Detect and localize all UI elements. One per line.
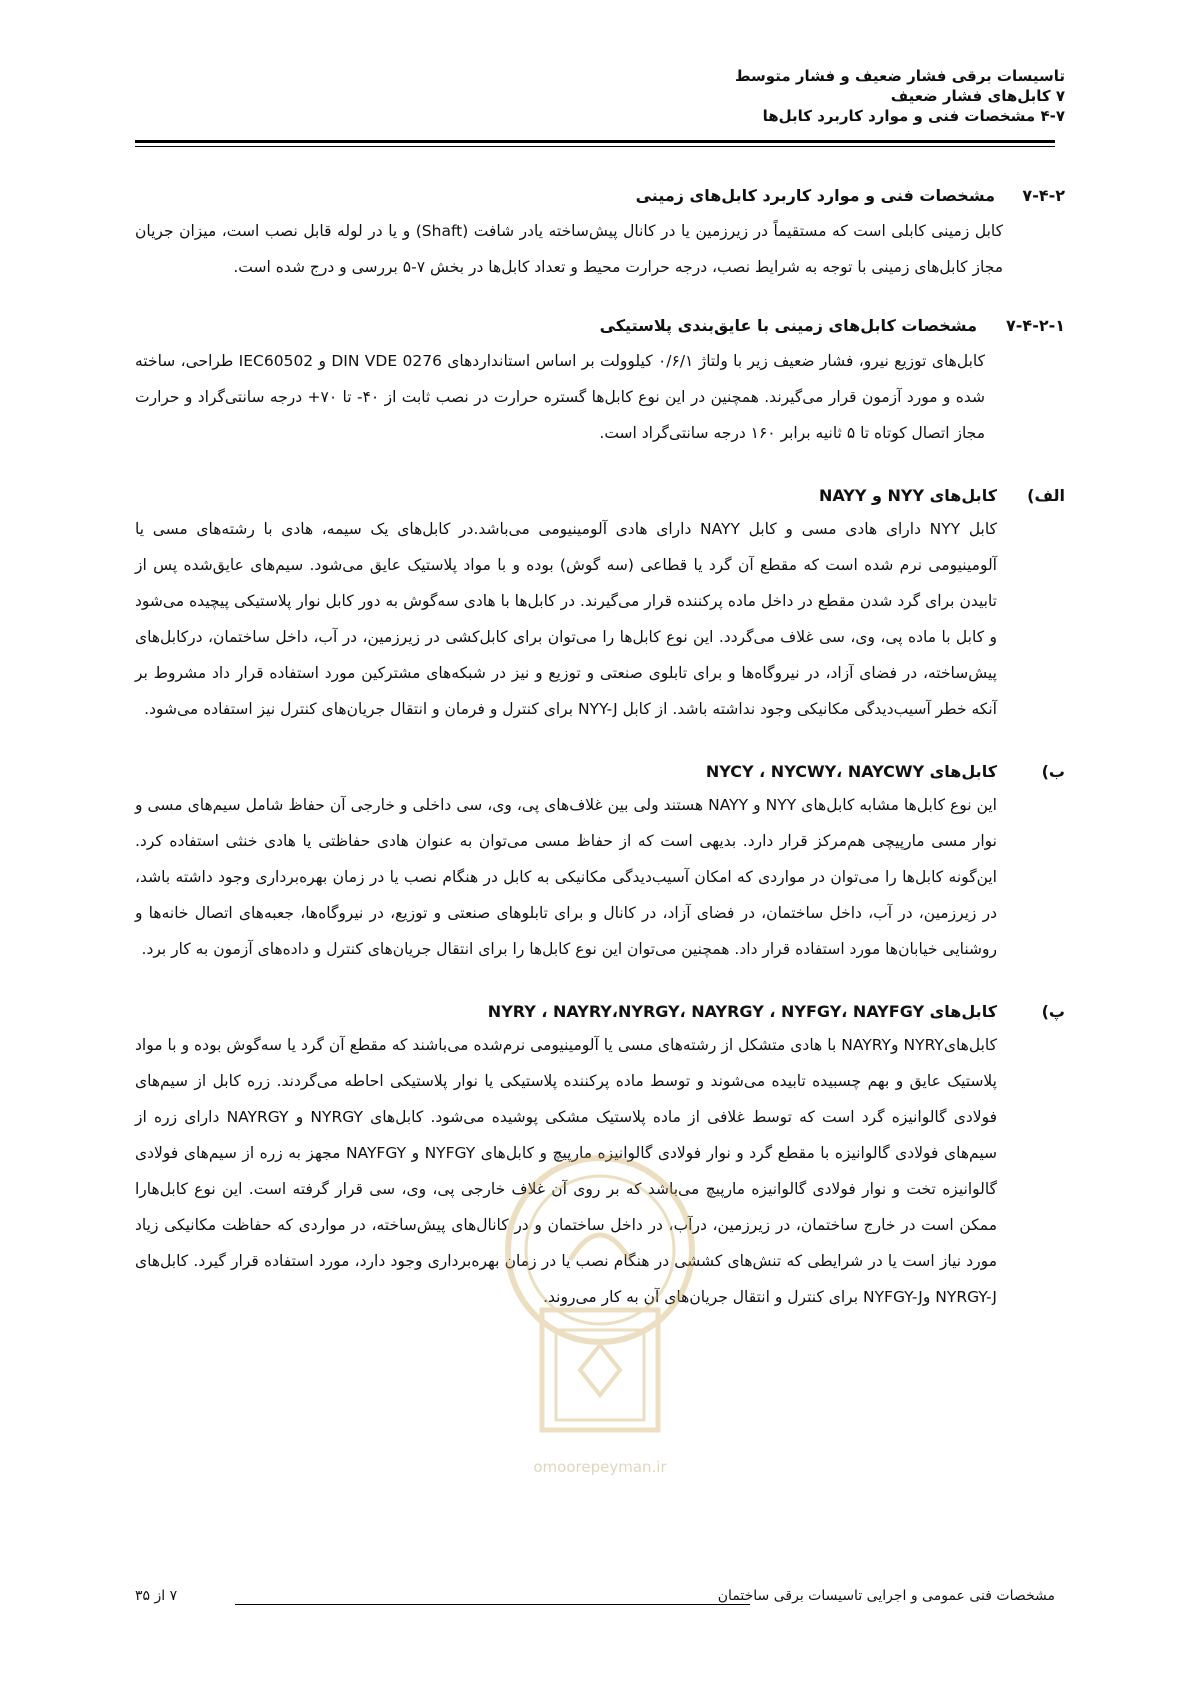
item-title: کابل‌های NYRY ، NAYRY،NYRGY، NAYRGY ، NYFGY، NAYFGY	[487, 1002, 997, 1021]
section-title: مشخصات فنی و موارد کاربرد کابل‌های زمینی	[635, 186, 995, 205]
item-heading-be	[135, 761, 1065, 783]
main-content	[135, 185, 1065, 1315]
header-book-title: تاسیسات برقی فشار ضعیف و فشار متوسط	[734, 67, 1065, 85]
item-label: ب)	[1041, 762, 1065, 781]
footer-title: مشخصات فنی عمومی و اجرایی تاسیسات برقی ساختمان	[717, 1588, 1055, 1604]
running-header	[125, 66, 1065, 126]
item-heading-alef	[135, 485, 1065, 507]
section-heading-7-4-2	[135, 185, 1065, 207]
section-number: ۷-۴-۲	[1022, 186, 1065, 205]
header-chapter: ۷ کابل‌های فشار ضعیف	[890, 87, 1065, 105]
page-footer	[135, 1588, 1055, 1612]
section-title: مشخصات کابل‌های زمینی با عایق‌بندی پلاستیکی	[599, 316, 977, 335]
header-rule-thick	[135, 140, 1055, 143]
item-label: پ)	[1041, 1002, 1065, 1021]
section-heading-7-4-2-1	[135, 315, 1065, 337]
section-number: ۷-۴-۲-۱	[1006, 316, 1065, 335]
item-heading-pe	[135, 1001, 1065, 1023]
item-title: کابل‌های NYCY ، NYCWY، NAYCWY	[705, 762, 997, 781]
header-section: ۴-۷ مشخصات فنی و موارد کاربرد کابل‌ها	[762, 107, 1065, 125]
item-label: الف)	[1027, 486, 1065, 505]
footer-rule	[235, 1604, 750, 1605]
page-number: ۷ از ۳۵	[135, 1588, 178, 1604]
item-paragraph: کابل‌هایNYRY وNAYRY با هادی متشکل از رشته‌های مسی یا آلومینیومی نرم‌شده می‌باشند که مقطع آن گرد یا سه‌گوش بوده و با مواد پلاستیک عایق و بهم چسبیده تابیده می‌شوند و توسط ماده پرکننده پلاستیکی یا نوار پلاستیکی احاطه می‌گردند. زره کابل از سیم‌های فولادی گالوانیزه گرد است که توسط غلافی از ماده پلاستیک مشکی پوشیده می‌شود. کابل‌های NYRGY و NAYRGY دارای زره از سیم‌های فولادی گالوانیزه با مقطع گرد و نوار فولادی گالوانیزه مارپیچ و کابل‌های NYFGY و NAYFGY مجهز به زره از سیم‌های فولادی گالوانیزه تخت و نوار فولادی گالوانیزه مارپیچ می‌باشد که بر روی آن غلاف خارجی پی، وی، سی قرار گرفته است. این نوع کابل‌هارا ممکن است در خارج ساختمان، در زیرزمین، درآب، در داخل ساختمان و در کانال‌های پیش‌ساخته، در مواردی که حفاظت مکانیکی زیاد مورد نیاز است یا در شرایطی که تنش‌های کششی در هنگام نصب یا در زمان بهره‌برداری وجود دارد، مورد استفاده قرار گیرد. کابل‌های NYRGY-J وNYFGY-J برای کنترل و انتقال جریان‌های آن به کار می‌روند.	[135, 1036, 998, 1306]
section-paragraph: کابل‌های توزیع نیرو، فشار ضعیف زیر با ولتاژ ۰/۶/۱ کیلوولت بر اساس استانداردهای DIN VDE 0276 و IEC60502 طراحی، ساخته شده و مورد آزمون قرار می‌گیرند. همچنین در این نوع کابل‌ها گستره حرارت در نصب ثابت از ۴۰- تا ۷۰+ درجه سانتی‌گراد و حرارت مجاز اتصال کوتاه تا ۵ ثانیه برابر ۱۶۰ درجه سانتی‌گراد است.	[135, 352, 985, 442]
header-rule-thin	[135, 146, 1055, 147]
item-paragraph: این نوع کابل‌ها مشابه کابل‌های NYY و NAYY هستند ولی بین غلاف‌های پی، وی، سی داخلی و خارجی آن حفاظ شامل سیم‌های مسی و نوار مسی مارپیچی هم‌مرکز قرار دارد. بدیهی است که از حفاظ مسی می‌توان به عنوان هادی حفاظتی یا هادی خنثی استفاده کرد. این‌گونه کابل‌ها را می‌توان در مواردی که امکان آسیب‌دیدگی مکانیکی به کابل در هنگام نصب یا در زمان بهره‌برداری وجود داشته باشد، در زیرزمین، در آب، داخل ساختمان، در فضای آزاد، در کانال و برای تابلوهای صنعتی و توزیع، در نیروگاه‌ها، جعبه‌های اتصال خانه‌ها و روشنایی خیابان‌ها مورد استفاده قرار داد. همچنین می‌توان این نوع کابل‌ها را برای انتقال جریان‌های کنترل و داده‌های آزمون به کار برد.	[135, 796, 997, 958]
item-paragraph: کابل NYY دارای هادی مسی و کابل NAYY دارای هادی آلومینیومی می‌باشد.در کابل‌های یک سیمه، هادی با رشته‌های مسی یا آلومینیومی نرم شده است که مقطع آن گرد یا قطاعی (سه گوش) بوده و با مواد پلاستیک عایق می‌شود. سیم‌های عایق‌شده پس از تابیدن برای گرد شدن مقطع در داخل ماده پرکننده قرار می‌گیرند. در کابل‌ها با هادی سه‌گوش به دور کابل نوار پلاستیکی پیچیده می‌شود و کابل با ماده پی، وی، سی غلاف می‌گردد. این نوع کابل‌ها را می‌توان برای کابل‌کشی در زیرزمین، در آب، داخل ساختمان، درکابل‌های پیش‌ساخته، در فضای آزاد، در نیروگاه‌ها و برای تابلوی صنعتی و توزیع و نیز در شبکه‌های مشترکین مورد استفاده قرار داد مشروط بر آنکه خطر آسیب‌دیدگی مکانیکی وجود نداشته باشد. از کابل NYY-J برای کنترل و فرمان و انتقال جریان‌های کنترل نیز استفاده می‌شود.	[135, 520, 997, 718]
watermark-text: omoorepeyman.ir	[533, 1458, 667, 1476]
section-paragraph: کابل زمینی کابلی است که مستقیماً در زیرزمین یا در کانال پیش‌ساخته یادر شافت (Shaft) و یا در لوله قابل نصب است، میزان جریان مجاز کابل‌های زمینی با توجه به شرایط نصب، درجه حرارت محیط و تعداد کابل‌ها در بخش ۷-۵ بررسی و درج شده است.	[135, 222, 1003, 276]
item-title: کابل‌های NYY و NAYY	[818, 486, 997, 505]
